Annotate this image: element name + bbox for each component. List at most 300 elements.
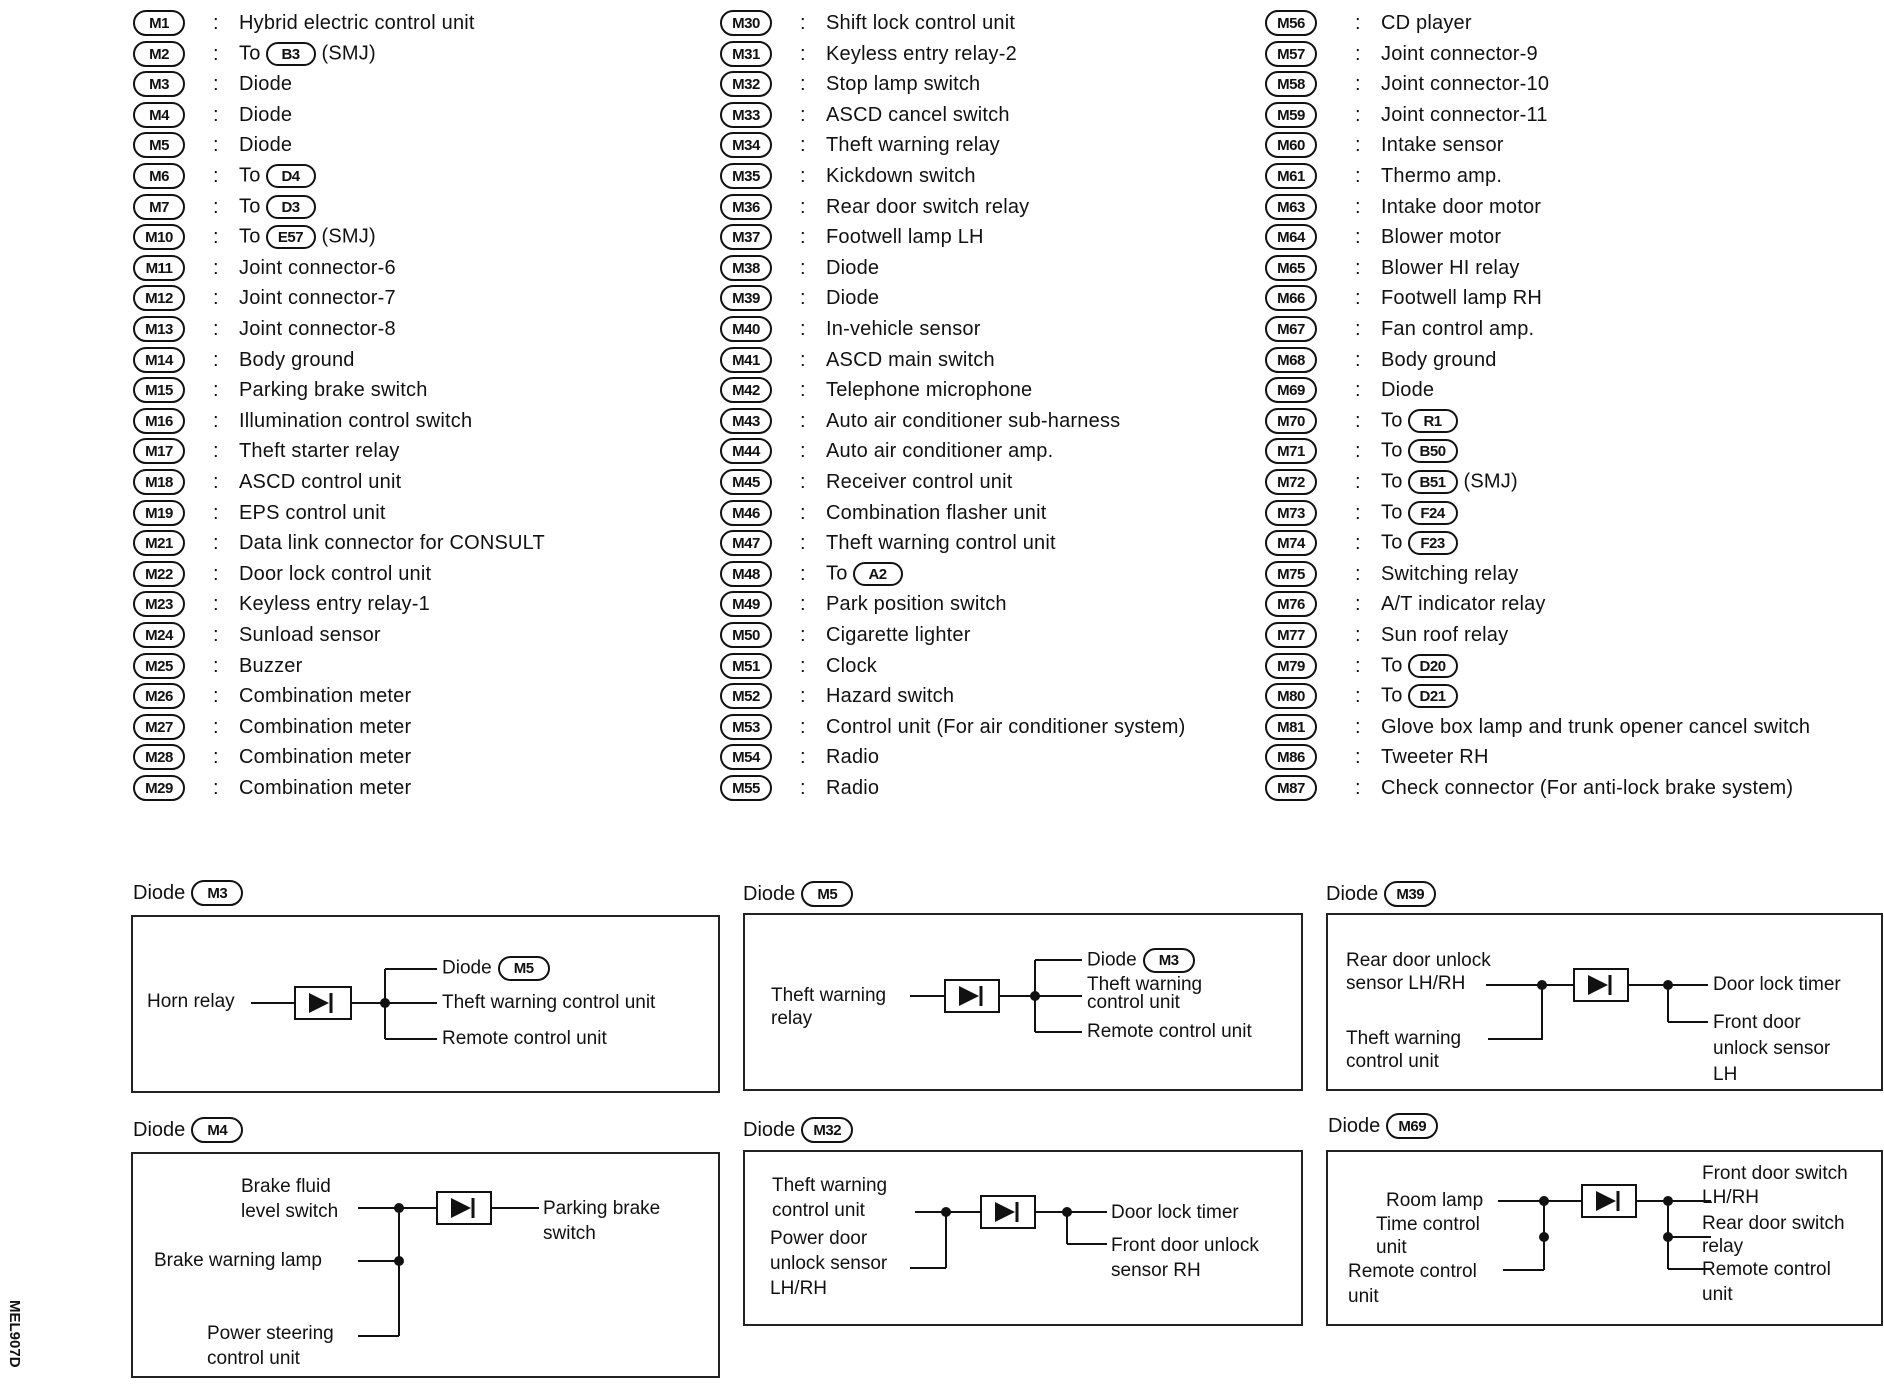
legend-separator: : [1355,501,1361,524]
legend-row [1265,436,1875,466]
connector-badge: M22 [133,561,185,587]
label-front-door-unlock-sensor: Front door unlock sensor LH [1713,1012,1831,1085]
connector-description: Cigarette lighter [826,623,971,646]
legend-separator: : [1355,715,1361,738]
connector-badge: M51 [720,653,772,679]
legend-separator: : [1355,439,1361,462]
legend-separator: : [1355,654,1361,677]
legend-row [1265,528,1875,558]
legend-separator: : [800,42,806,65]
connector-badge: M12 [133,285,185,311]
legend-row [133,345,693,375]
label-remote-control-unit-left: Remote control unit [1348,1261,1477,1307]
legend-row [133,253,693,283]
label-theft-warning-control-unit: Theft warning control unit [772,1175,888,1221]
connector-badge: M79 [1265,653,1317,679]
connector-badge: M69 [1265,377,1317,403]
legend-separator: : [800,501,806,524]
legend-separator: : [800,378,806,401]
legend-row [720,712,1280,742]
connector-description: Data link connector for CONSULT [239,531,545,554]
legend-row [720,498,1280,528]
legend-row [720,100,1280,130]
legend-row [1265,712,1875,742]
legend-row [133,161,693,191]
panel-title-text: Diode [1326,882,1379,905]
connector-description: Diode [239,103,293,126]
label-power-door-unlock-sensor: Power door unlock sensor LH/RH [770,1228,888,1299]
legend-separator: : [1355,195,1361,218]
connector-description: To E57 (SMJ) [239,225,376,248]
connector-badge: M3 [191,880,243,906]
connector-badge: M14 [133,347,185,373]
legend-separator: : [213,501,219,524]
connector-description: ASCD control unit [239,470,402,493]
connector-badge: M5 [801,881,853,907]
connector-description: To D20 [1381,654,1464,678]
connector-badge: M17 [133,438,185,464]
connector-description: Footwell lamp LH [826,225,984,248]
connector-badge: M55 [720,775,772,801]
legend-separator: : [1355,378,1361,401]
connector-badge: M7 [133,194,185,220]
label-diode-m3: Diode M3 [1087,948,1195,973]
connector-badge: M69 [1386,1113,1438,1139]
connector-badge: M16 [133,408,185,434]
legend-separator: : [800,317,806,340]
legend-row [133,651,693,681]
legend-row [1265,742,1875,772]
legend-separator: : [213,715,219,738]
connector-description: To F24 [1381,501,1464,525]
connector-badge: M67 [1265,316,1317,342]
legend-row [720,345,1280,375]
connector-description: Keyless entry relay-2 [826,42,1017,65]
label-brake-fluid-level-switch: Brake fluid level switch [241,1176,339,1222]
panel-title-m3 [133,880,243,906]
legend-separator: : [1355,745,1361,768]
connector-badge: M43 [720,408,772,434]
connector-description: Diode [826,256,880,279]
legend-separator: : [800,562,806,585]
connector-badge: M30 [720,10,772,36]
connector-description: Kickdown switch [826,164,976,187]
connector-description: Telephone microphone [826,378,1033,401]
connector-badge: M18 [133,469,185,495]
legend-row [1265,651,1875,681]
connector-badge: M24 [133,622,185,648]
legend-separator: : [800,439,806,462]
connector-description: EPS control unit [239,501,386,524]
connector-description: Joint connector-9 [1381,42,1538,65]
legend-row [1265,161,1875,191]
legend-row [133,436,693,466]
connector-ref-badge: A2 [853,562,903,586]
connector-description: Joint connector-8 [239,317,396,340]
legend-row [133,69,693,99]
legend-separator: : [800,348,806,371]
connector-description: Thermo amp. [1381,164,1503,187]
legend-row [133,192,693,222]
label-theft-warning-relay: Theft warning relay [771,985,887,1029]
connector-badge: M32 [720,71,772,97]
legend-separator: : [1355,531,1361,554]
connector-description: Sunload sensor [239,623,381,646]
connector-description: Auto air conditioner sub-harness [826,409,1121,432]
panel-diode-m69 [1326,1150,1883,1326]
connector-badge: M42 [720,377,772,403]
legend-separator: : [213,164,219,187]
legend-separator: : [1355,225,1361,248]
connector-ref-badge: B3 [266,42,316,66]
legend-row [1265,681,1875,711]
legend-separator: : [800,684,806,707]
connector-description: Parking brake switch [239,378,428,401]
panel-title-m4 [133,1117,243,1143]
connector-ref-badge: D20 [1408,654,1458,678]
connector-ref-badge: R1 [1408,409,1458,433]
legend-separator: : [800,72,806,95]
connector-description: Sun roof relay [1381,623,1509,646]
legend-separator: : [800,776,806,799]
label-front-door-unlock-sensor-rh: Front door unlock sensor RH [1111,1235,1259,1281]
connector-badge: M57 [1265,41,1317,67]
connector-badge: M44 [720,438,772,464]
connector-description: Check connector (For anti-lock brake system) [1381,776,1794,799]
legend-row [1265,130,1875,160]
label-remote-control-unit: Remote control unit [1087,1021,1252,1042]
legend-separator: : [213,72,219,95]
connector-description: Joint connector-6 [239,256,396,279]
panel-diode-m5 [743,913,1303,1091]
connector-badge: M64 [1265,224,1317,250]
connector-badge: M32 [801,1117,853,1143]
connector-description: Body ground [239,348,355,371]
connector-ref-badge: B51 [1408,470,1458,494]
legend-row [1265,589,1875,619]
connector-description: Radio [826,745,880,768]
legend-row [133,589,693,619]
connector-badge: M27 [133,714,185,740]
legend-row [720,283,1280,313]
panel-diode-m3 [131,915,720,1093]
legend-separator: : [1355,164,1361,187]
connector-badge: M39 [1384,881,1436,907]
legend-row [133,712,693,742]
label-rear-door-unlock-sensor: Rear door unlock sensor LH/RH [1346,950,1491,994]
connector-badge: M46 [720,500,772,526]
legend-row [720,314,1280,344]
connector-description: Diode [1381,378,1435,401]
connector-description: Control unit (For air conditioner system) [826,715,1186,738]
connector-description: Diode [239,133,293,156]
label-door-lock-timer: Door lock timer [1713,974,1841,995]
connector-badge: M87 [1265,775,1317,801]
legend-separator: : [1355,684,1361,707]
connector-badge: M60 [1265,132,1317,158]
legend-row [720,773,1280,803]
legend-separator: : [800,256,806,279]
connector-description: Combination meter [239,684,412,707]
legend-row [1265,620,1875,650]
legend-row [720,192,1280,222]
legend-row [133,742,693,772]
connector-badge: M38 [720,255,772,281]
legend-separator: : [800,133,806,156]
legend-separator: : [213,103,219,126]
legend-separator: : [800,715,806,738]
legend-row [133,559,693,589]
legend-row [1265,253,1875,283]
label-door-lock-timer: Door lock timer [1111,1202,1239,1223]
connector-description: Blower motor [1381,225,1502,248]
connector-badge: M5 [498,956,550,981]
label-parking-brake-switch: Parking brake switch [543,1198,661,1244]
legend-row [1265,406,1875,436]
legend-separator: : [213,378,219,401]
connector-description: Intake door motor [1381,195,1542,218]
connector-badge: M68 [1265,347,1317,373]
legend-row [1265,8,1875,38]
connector-badge: M37 [720,224,772,250]
legend-row [133,620,693,650]
connector-badge: M49 [720,591,772,617]
legend-separator: : [1355,776,1361,799]
connector-description: Keyless entry relay-1 [239,592,430,615]
connector-badge: M70 [1265,408,1317,434]
legend-separator: : [1355,592,1361,615]
connector-badge: M71 [1265,438,1317,464]
label-horn-relay: Horn relay [147,991,235,1012]
label-remote-control-unit: Remote control unit [442,1028,607,1049]
label-power-steering-control-unit: Power steering control unit [207,1323,334,1369]
connector-badge: M61 [1265,163,1317,189]
connector-badge: M10 [133,224,185,250]
legend-separator: : [213,592,219,615]
connector-description: To B50 [1381,439,1464,463]
legend-row [720,375,1280,405]
connector-description: Shift lock control unit [826,11,1016,34]
connector-badge: M34 [720,132,772,158]
legend-separator: : [1355,256,1361,279]
connector-description: Rear door switch relay [826,195,1030,218]
connector-badge: M15 [133,377,185,403]
connector-description: Diode [826,286,880,309]
legend-row [720,406,1280,436]
connector-badge: M2 [133,41,185,67]
connector-badge: M53 [720,714,772,740]
legend-row [133,498,693,528]
connector-description: To D3 [239,195,322,219]
connector-description: Theft warning control unit [826,531,1056,554]
legend-row [720,39,1280,69]
legend-row [720,69,1280,99]
connector-badge: M59 [1265,102,1317,128]
connector-badge: M29 [133,775,185,801]
connector-badge: M76 [1265,591,1317,617]
legend-row [720,742,1280,772]
legend-separator: : [213,470,219,493]
legend-separator: : [213,133,219,156]
legend-separator: : [1355,42,1361,65]
connector-badge: M33 [720,102,772,128]
connector-description: Combination meter [239,715,412,738]
connector-badge: M19 [133,500,185,526]
legend-row [133,283,693,313]
connector-badge: M26 [133,683,185,709]
connector-description: Combination meter [239,745,412,768]
legend-row [1265,345,1875,375]
connector-badge: M4 [191,1117,243,1143]
legend-row [720,436,1280,466]
legend-separator: : [1355,103,1361,126]
connector-description: Buzzer [239,654,303,677]
legend-row [720,528,1280,558]
connector-description: Combination flasher unit [826,501,1047,524]
connector-description: Theft warning relay [826,133,1000,156]
legend-separator: : [213,348,219,371]
connector-badge: M25 [133,653,185,679]
legend-separator: : [213,225,219,248]
connector-description: Radio [826,776,880,799]
legend-separator: : [213,684,219,707]
connector-badge: M31 [720,41,772,67]
legend-separator: : [800,164,806,187]
legend-column-1 [133,8,693,808]
label-room-lamp: Room lamp [1386,1190,1484,1211]
legend-row [1265,314,1875,344]
panel-diode-m39 [1326,913,1883,1091]
connector-badge: M21 [133,530,185,556]
connector-description: Footwell lamp RH [1381,286,1543,309]
connector-description: Auto air conditioner amp. [826,439,1054,462]
legend-separator: : [1355,133,1361,156]
label-remote-control-unit-right: Remote control unit [1702,1259,1831,1305]
legend-row [133,375,693,405]
connector-description: Tweeter RH [1381,745,1489,768]
connector-description: Receiver control unit [826,470,1013,493]
legend-row [133,314,693,344]
legend-row [720,559,1280,589]
legend-separator: : [800,103,806,126]
legend-row [720,161,1280,191]
connector-badge: M3 [133,71,185,97]
connector-badge: M80 [1265,683,1317,709]
legend-separator: : [800,745,806,768]
connector-description: Glove box lamp and trunk opener cancel switch [1381,715,1811,738]
legend-separator: : [213,623,219,646]
legend-row [133,467,693,497]
legend-row [133,773,693,803]
legend-separator: : [213,562,219,585]
connector-description: ASCD main switch [826,348,995,371]
legend-separator: : [213,745,219,768]
connector-ref-badge: F23 [1408,531,1458,555]
connector-badge: M63 [1265,194,1317,220]
figure-reference-code: MEL907D [6,1300,23,1368]
label-rear-door-switch-relay: Rear door switch relay [1702,1213,1845,1257]
connector-description: Fan control amp. [1381,317,1535,340]
legend-row [133,39,693,69]
connector-badge: M54 [720,744,772,770]
connector-description: To D21 [1381,684,1464,708]
legend-separator: : [1355,72,1361,95]
legend-row [720,467,1280,497]
legend-row [1265,467,1875,497]
legend-row [133,222,693,252]
connector-description: To F23 [1381,531,1464,555]
connector-badge: M35 [720,163,772,189]
legend-row [720,620,1280,650]
legend-separator: : [800,409,806,432]
legend-separator: : [1355,470,1361,493]
legend-row [133,681,693,711]
legend-row [720,253,1280,283]
legend-column-2 [720,8,1280,808]
legend-row [1265,498,1875,528]
legend-separator: : [800,531,806,554]
label-front-door-switch: Front door switch LH/RH [1702,1163,1848,1208]
legend-separator: : [1355,409,1361,432]
legend-separator: : [213,195,219,218]
connector-description: Combination meter [239,776,412,799]
legend-separator: : [1355,562,1361,585]
connector-badge: M75 [1265,561,1317,587]
legend-row [1265,559,1875,589]
connector-description: Hybrid electric control unit [239,11,475,34]
connector-description: Clock [826,654,878,677]
connector-description: Illumination control switch [239,409,473,432]
connector-badge: M1 [133,10,185,36]
legend-separator: : [800,225,806,248]
connector-description: A/T indicator relay [1381,592,1546,615]
legend-separator: : [213,409,219,432]
connector-description: To D4 [239,164,322,188]
connector-description: Door lock control unit [239,562,432,585]
panel-title-text: Diode [1328,1114,1381,1137]
connector-description: Intake sensor [1381,133,1504,156]
legend-row [133,8,693,38]
connector-badge: M58 [1265,71,1317,97]
panel-diode-m4 [131,1152,720,1378]
legend-separator: : [1355,286,1361,309]
legend-separator: : [213,286,219,309]
connector-badge: M45 [720,469,772,495]
connector-badge: M56 [1265,10,1317,36]
legend-separator: : [800,623,806,646]
connector-badge: M23 [133,591,185,617]
panel-title-text: Diode [133,1118,186,1141]
legend-row [720,8,1280,38]
legend-row [720,681,1280,711]
connector-description: Switching relay [1381,562,1519,585]
connector-description: Joint connector-11 [1381,103,1548,126]
label-theft-warning-control-unit: Theft warning control unit [442,992,656,1013]
connector-badge: M50 [720,622,772,648]
connector-badge: M81 [1265,714,1317,740]
connector-description: Joint connector-10 [1381,72,1550,95]
legend-row [720,222,1280,252]
connector-badge: M40 [720,316,772,342]
legend-row [133,130,693,160]
connector-ref-badge: D4 [266,164,316,188]
connector-description: Body ground [1381,348,1497,371]
connector-badge: M4 [133,102,185,128]
label-diode-m5: Diode M5 [442,956,550,981]
legend-separator: : [213,531,219,554]
label-theft-warning-control-unit: Theft warning control unit [1346,1028,1462,1072]
connector-description: In-vehicle sensor [826,317,981,340]
